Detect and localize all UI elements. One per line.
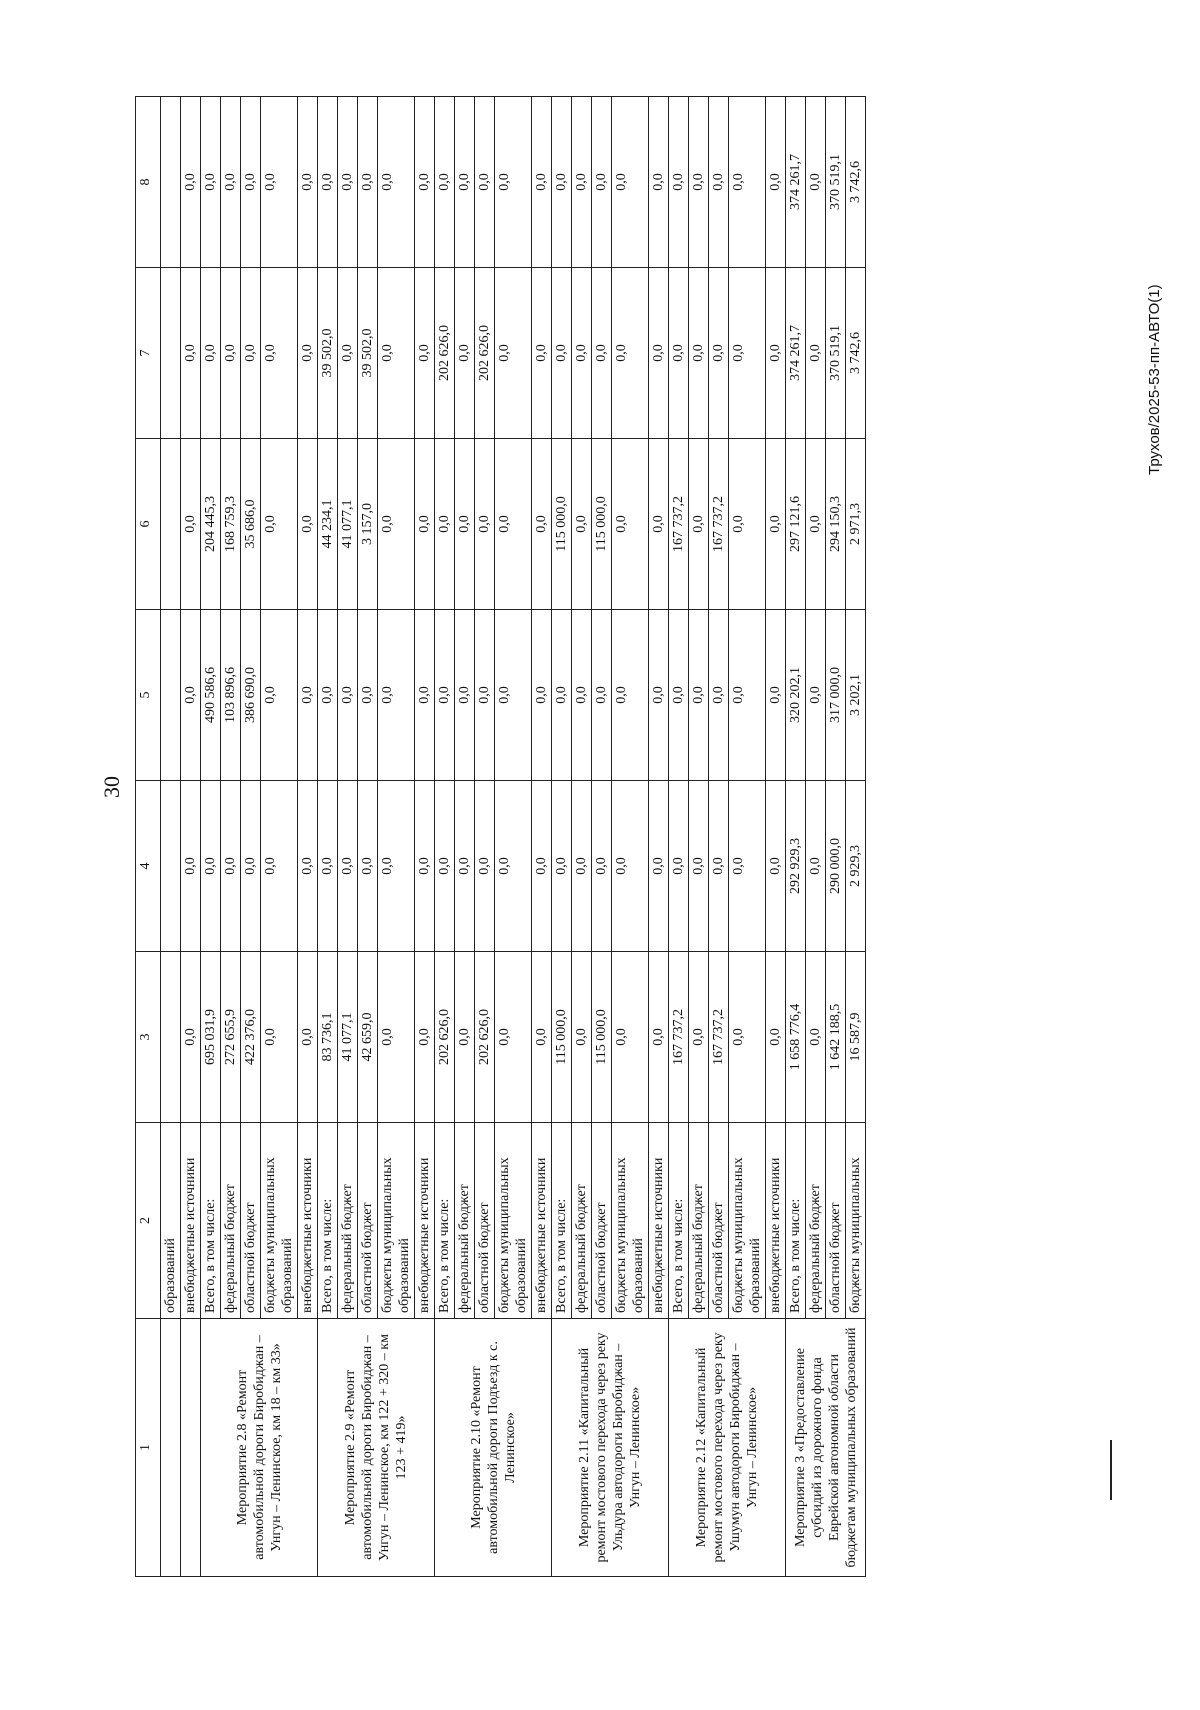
amount-cell: 0,0 — [475, 610, 495, 781]
amount-cell: 0,0 — [649, 781, 669, 952]
header-row — [136, 97, 161, 1577]
amount-cell: 0,0 — [729, 97, 766, 268]
amount-cell: 0,0 — [415, 268, 435, 439]
funding-source: Всего, в том числе: — [318, 1123, 338, 1319]
amount-cell: 2 971,3 — [846, 439, 866, 610]
budget-table — [135, 96, 866, 1577]
amount-cell: 0,0 — [806, 439, 826, 610]
amount-cell: 0,0 — [475, 97, 495, 268]
amount-cell: 0,0 — [495, 97, 532, 268]
amount-cell: 0,0 — [572, 439, 592, 610]
amount-cell: 2 929,3 — [846, 781, 866, 952]
amount-cell: 0,0 — [806, 781, 826, 952]
amount-cell: 0,0 — [806, 610, 826, 781]
funding-source: областной бюджет — [709, 1123, 729, 1319]
amount-cell: 0,0 — [475, 439, 495, 610]
amount-cell: 3 742,6 — [846, 268, 866, 439]
amount-cell: 0,0 — [181, 952, 201, 1123]
amount-cell: 0,0 — [378, 268, 415, 439]
activity-name: Мероприятие 3 «Предоставление субсидий из дорожного фонда Еврейской автономной области бюджетам муниципальных образований — [786, 1319, 866, 1577]
amount-cell: 370 519,1 — [826, 97, 846, 268]
amount-cell: 0,0 — [241, 97, 261, 268]
amount-cell: 0,0 — [592, 97, 612, 268]
amount-cell: 0,0 — [338, 610, 358, 781]
amount-cell: 0,0 — [649, 439, 669, 610]
amount-cell: 370 519,1 — [826, 268, 846, 439]
amount-cell: 0,0 — [572, 610, 592, 781]
amount-cell: 41 077,1 — [338, 439, 358, 610]
activity-name: Мероприятие 2.12 «Капитальный ремонт мостового перехода через реку Ушумун автодороги Биробиджан – Унгун – Ленинское» — [669, 1319, 786, 1577]
amount-cell: 0,0 — [221, 781, 241, 952]
amount-cell: 0,0 — [261, 268, 298, 439]
funding-source: бюджеты муниципальных образований — [261, 1123, 298, 1319]
funding-source: областной бюджет — [592, 1123, 612, 1319]
amount-cell: 0,0 — [378, 952, 415, 1123]
amount-cell: 0,0 — [378, 439, 415, 610]
table-row — [669, 97, 689, 1577]
funding-source: Всего, в том числе: — [669, 1123, 689, 1319]
value-cell — [161, 610, 181, 781]
amount-cell: 0,0 — [612, 268, 649, 439]
amount-cell: 320 202,1 — [786, 610, 806, 781]
amount-cell: 0,0 — [181, 268, 201, 439]
amount-cell: 42 659,0 — [358, 952, 378, 1123]
amount-cell: 0,0 — [455, 952, 475, 1123]
funding-source: внебюджетные источники — [649, 1123, 669, 1319]
amount-cell: 0,0 — [435, 610, 455, 781]
amount-cell: 0,0 — [338, 97, 358, 268]
amount-cell: 0,0 — [552, 97, 572, 268]
amount-cell: 0,0 — [318, 610, 338, 781]
amount-cell: 0,0 — [766, 439, 786, 610]
amount-cell: 0,0 — [669, 97, 689, 268]
amount-cell: 168 759,3 — [221, 439, 241, 610]
amount-cell: 422 376,0 — [241, 952, 261, 1123]
amount-cell: 0,0 — [181, 97, 201, 268]
funding-source: внебюджетные источники — [532, 1123, 552, 1319]
amount-cell: 202 626,0 — [475, 952, 495, 1123]
amount-cell: 0,0 — [201, 97, 221, 268]
amount-cell: 0,0 — [495, 268, 532, 439]
amount-cell: 0,0 — [435, 781, 455, 952]
amount-cell: 0,0 — [572, 268, 592, 439]
amount-cell: 0,0 — [358, 97, 378, 268]
funding-source: бюджеты муниципальных — [846, 1123, 866, 1319]
amount-cell: 0,0 — [766, 781, 786, 952]
column-header: 4 — [136, 781, 161, 952]
amount-cell: 41 077,1 — [338, 952, 358, 1123]
value-cell — [161, 97, 181, 268]
amount-cell: 3 742,6 — [846, 97, 866, 268]
amount-cell: 0,0 — [729, 439, 766, 610]
amount-cell: 0,0 — [261, 97, 298, 268]
amount-cell: 0,0 — [709, 781, 729, 952]
amount-cell: 0,0 — [592, 610, 612, 781]
amount-cell: 0,0 — [378, 97, 415, 268]
amount-cell: 0,0 — [455, 97, 475, 268]
amount-cell: 0,0 — [766, 610, 786, 781]
funding-source: Всего, в том числе: — [552, 1123, 572, 1319]
activity-cell — [161, 1319, 181, 1577]
activity-name: Мероприятие 2.11 «Капитальный ремонт мостового перехода через реку Ульдура автодороги Биробиджан – Унгун – Ленинское» — [552, 1319, 669, 1577]
amount-cell: 0,0 — [241, 781, 261, 952]
amount-cell: 0,0 — [649, 610, 669, 781]
amount-cell: 0,0 — [261, 781, 298, 952]
amount-cell: 0,0 — [669, 781, 689, 952]
amount-cell: 0,0 — [298, 439, 318, 610]
amount-cell: 695 031,9 — [201, 952, 221, 1123]
amount-cell: 115 000,0 — [592, 439, 612, 610]
table-row — [318, 97, 338, 1577]
funding-source: федеральный бюджет — [338, 1123, 358, 1319]
table-row — [786, 97, 806, 1577]
amount-cell: 0,0 — [298, 268, 318, 439]
funding-source: федеральный бюджет — [806, 1123, 826, 1319]
amount-cell: 0,0 — [415, 781, 435, 952]
funding-source: областной бюджет — [826, 1123, 846, 1319]
amount-cell: 3 157,0 — [358, 439, 378, 610]
activity-name — [181, 1319, 201, 1577]
amount-cell: 0,0 — [455, 439, 475, 610]
amount-cell: 0,0 — [729, 268, 766, 439]
amount-cell: 0,0 — [709, 610, 729, 781]
amount-cell: 0,0 — [552, 610, 572, 781]
amount-cell: 115 000,0 — [592, 952, 612, 1123]
amount-cell: 0,0 — [766, 97, 786, 268]
column-header: 3 — [136, 952, 161, 1123]
column-header: 2 — [136, 1123, 161, 1319]
funding-source: бюджеты муниципальных образований — [612, 1123, 649, 1319]
funding-source: федеральный бюджет — [689, 1123, 709, 1319]
amount-cell: 0,0 — [572, 952, 592, 1123]
amount-cell: 1 642 188,5 — [826, 952, 846, 1123]
column-header: 1 — [136, 1319, 161, 1577]
amount-cell: 0,0 — [455, 268, 475, 439]
funding-source: федеральный бюджет — [221, 1123, 241, 1319]
funding-source: внебюджетные источники — [766, 1123, 786, 1319]
amount-cell: 167 737,2 — [669, 439, 689, 610]
amount-cell: 0,0 — [415, 439, 435, 610]
amount-cell: 0,0 — [201, 781, 221, 952]
activity-name: Мероприятие 2.8 «Ремонт автомобильной дороги Биробиджан – Унгун – Ленинское, км 18 – км 33» — [201, 1319, 318, 1577]
amount-cell: 0,0 — [572, 781, 592, 952]
amount-cell: 0,0 — [261, 952, 298, 1123]
amount-cell: 317 000,0 — [826, 610, 846, 781]
value-cell — [161, 439, 181, 610]
amount-cell: 0,0 — [806, 97, 826, 268]
amount-cell: 0,0 — [378, 781, 415, 952]
amount-cell: 0,0 — [532, 781, 552, 952]
column-header: 7 — [136, 268, 161, 439]
amount-cell: 374 261,7 — [786, 268, 806, 439]
amount-cell: 0,0 — [318, 781, 338, 952]
amount-cell: 83 736,1 — [318, 952, 338, 1123]
amount-cell: 0,0 — [532, 97, 552, 268]
amount-cell: 0,0 — [495, 781, 532, 952]
amount-cell: 272 655,9 — [221, 952, 241, 1123]
amount-cell: 0,0 — [298, 781, 318, 952]
amount-cell: 0,0 — [649, 268, 669, 439]
amount-cell: 0,0 — [378, 610, 415, 781]
amount-cell: 0,0 — [612, 610, 649, 781]
amount-cell: 0,0 — [592, 268, 612, 439]
value-cell — [161, 952, 181, 1123]
funding-source: бюджеты муниципальных образований — [378, 1123, 415, 1319]
amount-cell: 0,0 — [729, 610, 766, 781]
table-row — [435, 97, 455, 1577]
amount-cell: 0,0 — [532, 439, 552, 610]
funding-source: Всего, в том числе: — [201, 1123, 221, 1319]
amount-cell: 167 737,2 — [709, 952, 729, 1123]
amount-cell: 0,0 — [298, 610, 318, 781]
amount-cell: 297 121,6 — [786, 439, 806, 610]
amount-cell: 0,0 — [495, 952, 532, 1123]
amount-cell: 0,0 — [261, 439, 298, 610]
funding-source: бюджеты муниципальных образований — [495, 1123, 532, 1319]
amount-cell: 0,0 — [181, 439, 201, 610]
amount-cell: 0,0 — [532, 952, 552, 1123]
amount-cell: 0,0 — [669, 268, 689, 439]
amount-cell: 103 896,6 — [221, 610, 241, 781]
amount-cell: 35 686,0 — [241, 439, 261, 610]
amount-cell: 16 587,9 — [846, 952, 866, 1123]
amount-cell: 0,0 — [358, 610, 378, 781]
amount-cell: 44 234,1 — [318, 439, 338, 610]
amount-cell: 0,0 — [689, 268, 709, 439]
amount-cell: 0,0 — [806, 268, 826, 439]
amount-cell: 0,0 — [689, 781, 709, 952]
table-row — [161, 97, 181, 1577]
amount-cell: 204 445,3 — [201, 439, 221, 610]
amount-cell: 0,0 — [338, 268, 358, 439]
amount-cell: 0,0 — [806, 952, 826, 1123]
amount-cell: 292 929,3 — [786, 781, 806, 952]
source-cell: образований — [161, 1123, 181, 1319]
amount-cell: 39 502,0 — [358, 268, 378, 439]
amount-cell: 0,0 — [766, 952, 786, 1123]
amount-cell: 0,0 — [729, 952, 766, 1123]
budget-table-rotated — [135, 97, 925, 1577]
amount-cell: 490 586,6 — [201, 610, 221, 781]
funding-source: Всего, в том числе: — [435, 1123, 455, 1319]
amount-cell: 0,0 — [709, 268, 729, 439]
amount-cell: 0,0 — [532, 268, 552, 439]
table-row — [181, 97, 201, 1577]
amount-cell: 0,0 — [552, 781, 572, 952]
scan-margin-mark — [1110, 1440, 1112, 1500]
funding-source: федеральный бюджет — [572, 1123, 592, 1319]
amount-cell: 115 000,0 — [552, 952, 572, 1123]
amount-cell: 0,0 — [455, 610, 475, 781]
funding-source: внебюджетные источники — [181, 1123, 201, 1319]
amount-cell: 0,0 — [495, 610, 532, 781]
amount-cell: 0,0 — [766, 268, 786, 439]
amount-cell: 0,0 — [612, 952, 649, 1123]
amount-cell: 0,0 — [592, 781, 612, 952]
amount-cell: 0,0 — [415, 97, 435, 268]
amount-cell: 0,0 — [221, 97, 241, 268]
amount-cell: 0,0 — [241, 268, 261, 439]
amount-cell: 0,0 — [495, 439, 532, 610]
table-row — [201, 97, 221, 1577]
amount-cell: 0,0 — [612, 781, 649, 952]
funding-source: областной бюджет — [475, 1123, 495, 1319]
amount-cell: 0,0 — [689, 439, 709, 610]
page-number: 30 — [99, 776, 124, 798]
funding-source: бюджеты муниципальных образований — [729, 1123, 766, 1319]
amount-cell: 0,0 — [455, 781, 475, 952]
table-body — [161, 97, 866, 1577]
amount-cell: 374 261,7 — [786, 97, 806, 268]
amount-cell: 115 000,0 — [552, 439, 572, 610]
funding-source: внебюджетные источники — [298, 1123, 318, 1319]
value-cell — [161, 781, 181, 952]
amount-cell: 290 000,0 — [826, 781, 846, 952]
column-header: 6 — [136, 439, 161, 610]
amount-cell: 386 690,0 — [241, 610, 261, 781]
amount-cell: 0,0 — [612, 439, 649, 610]
amount-cell: 0,0 — [221, 268, 241, 439]
amount-cell: 0,0 — [415, 610, 435, 781]
amount-cell: 0,0 — [415, 952, 435, 1123]
value-cell — [161, 268, 181, 439]
amount-cell: 0,0 — [649, 952, 669, 1123]
amount-cell: 0,0 — [572, 97, 592, 268]
amount-cell: 0,0 — [475, 781, 495, 952]
amount-cell: 0,0 — [669, 610, 689, 781]
amount-cell: 202 626,0 — [435, 268, 455, 439]
amount-cell: 0,0 — [338, 781, 358, 952]
funding-source: Всего, в том числе: — [786, 1123, 806, 1319]
amount-cell: 0,0 — [532, 610, 552, 781]
amount-cell: 294 150,3 — [826, 439, 846, 610]
amount-cell: 0,0 — [181, 781, 201, 952]
amount-cell: 0,0 — [298, 97, 318, 268]
activity-name: Мероприятие 2.10 «Ремонт автомобильной дороги Подъезд к с. Ленинское» — [435, 1319, 552, 1577]
funding-source: областной бюджет — [358, 1123, 378, 1319]
column-header: 8 — [136, 97, 161, 268]
funding-source: федеральный бюджет — [455, 1123, 475, 1319]
amount-cell: 0,0 — [181, 610, 201, 781]
amount-cell: 0,0 — [612, 97, 649, 268]
amount-cell: 202 626,0 — [435, 952, 455, 1123]
amount-cell: 1 658 776,4 — [786, 952, 806, 1123]
amount-cell: 0,0 — [435, 439, 455, 610]
amount-cell: 0,0 — [201, 268, 221, 439]
amount-cell: 0,0 — [358, 781, 378, 952]
amount-cell: 0,0 — [709, 97, 729, 268]
amount-cell: 0,0 — [552, 268, 572, 439]
amount-cell: 0,0 — [689, 97, 709, 268]
amount-cell: 167 737,2 — [709, 439, 729, 610]
amount-cell: 0,0 — [689, 610, 709, 781]
amount-cell: 0,0 — [318, 97, 338, 268]
amount-cell: 0,0 — [298, 952, 318, 1123]
amount-cell: 167 737,2 — [669, 952, 689, 1123]
activity-name: Мероприятие 2.9 «Ремонт автомобильной дороги Биробиджан – Унгун – Ленинское, км 122 + 320 – км 123 + 419» — [318, 1319, 435, 1577]
funding-source: областной бюджет — [241, 1123, 261, 1319]
amount-cell: 0,0 — [261, 610, 298, 781]
amount-cell: 0,0 — [435, 97, 455, 268]
amount-cell: 0,0 — [729, 781, 766, 952]
amount-cell: 0,0 — [649, 97, 669, 268]
amount-cell: 202 626,0 — [475, 268, 495, 439]
table-row — [552, 97, 572, 1577]
amount-cell: 0,0 — [689, 952, 709, 1123]
amount-cell: 39 502,0 — [318, 268, 338, 439]
amount-cell: 3 202,1 — [846, 610, 866, 781]
column-header: 5 — [136, 610, 161, 781]
document-code: Трухов/2025-53-пп-АВТО(1) — [1146, 284, 1163, 475]
funding-source: внебюджетные источники — [415, 1123, 435, 1319]
